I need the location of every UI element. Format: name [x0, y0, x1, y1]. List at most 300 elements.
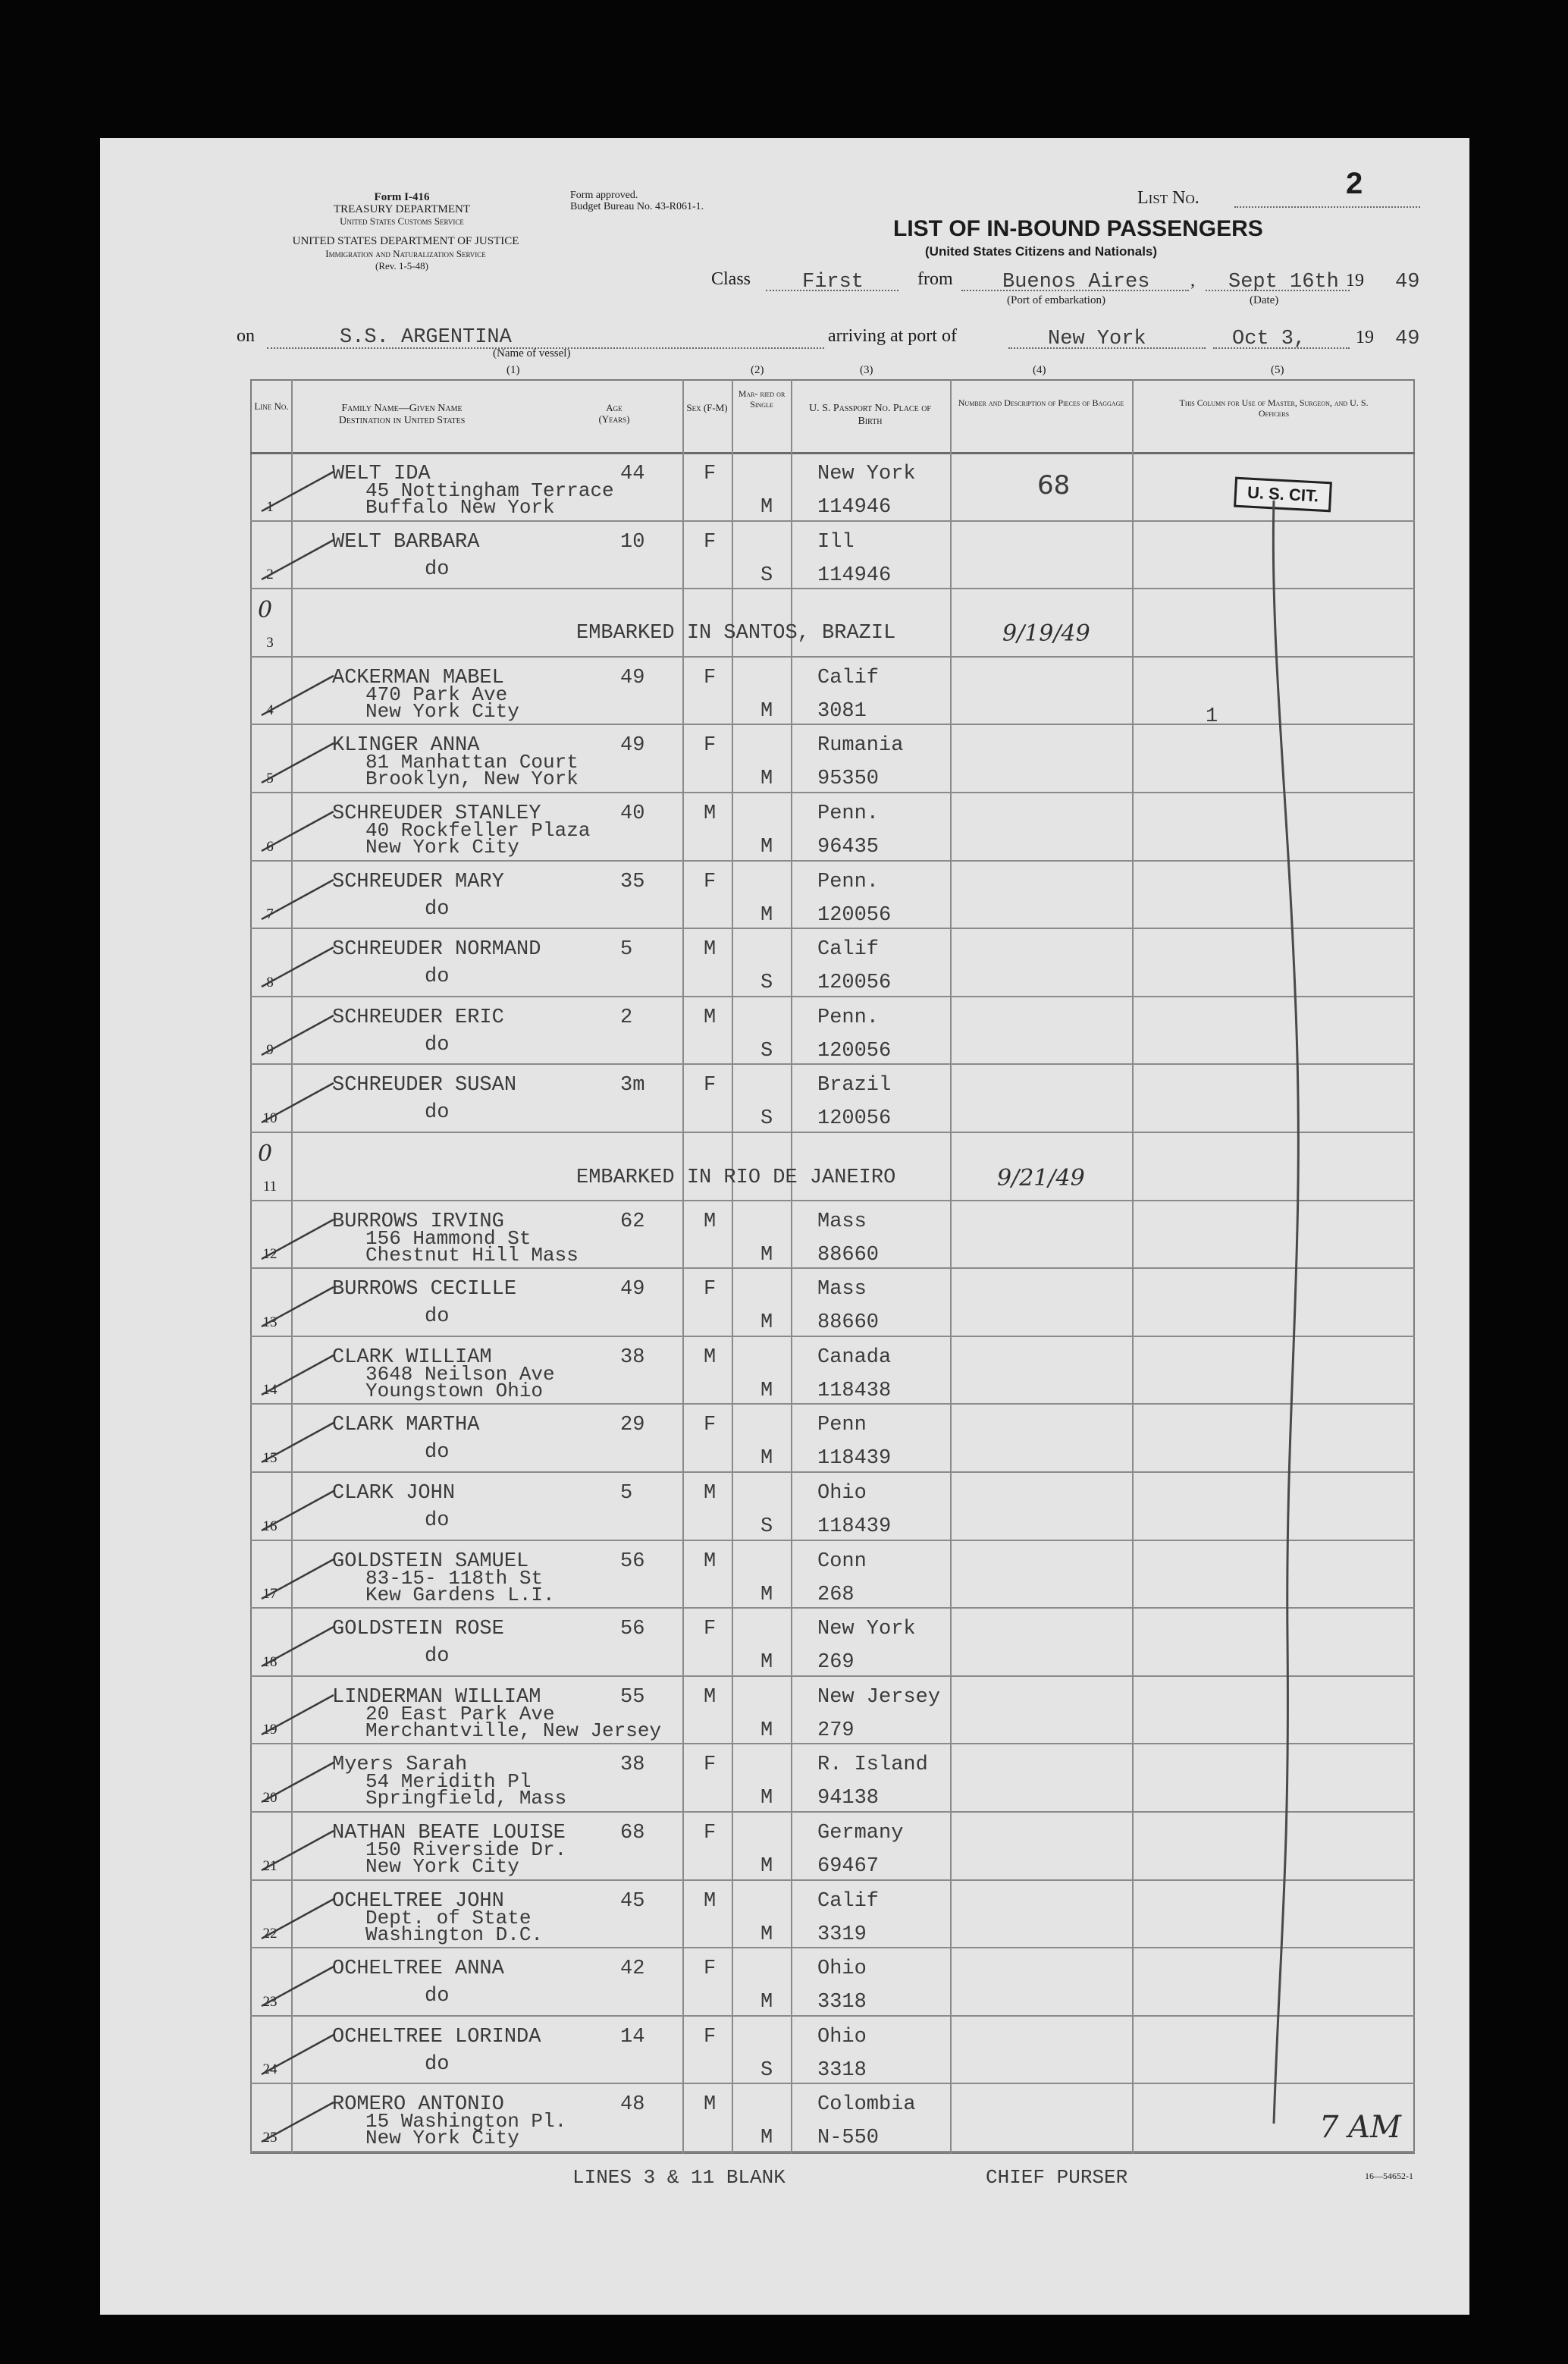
- line-number: 18: [262, 1653, 278, 1670]
- check-mark: [258, 1077, 341, 1130]
- passenger-name: SCHREUDER ERIC: [332, 1006, 504, 1029]
- sex: F: [704, 463, 717, 485]
- row-divider: [250, 2015, 1415, 2017]
- check-mark: [258, 2029, 341, 2082]
- sex: F: [704, 870, 717, 893]
- age: 5: [620, 1482, 633, 1505]
- passenger-name: SCHREUDER MARY: [332, 870, 504, 893]
- passport-number: 88660: [817, 1311, 880, 1335]
- age: 55: [620, 1685, 645, 1709]
- destination: do: [425, 1509, 450, 1532]
- sex: F: [704, 1753, 717, 1777]
- age: 38: [620, 1753, 645, 1777]
- line-number: 5: [266, 771, 274, 786]
- passport-number: 118438: [817, 1379, 892, 1402]
- check-mark: [258, 1485, 341, 1538]
- marital-status: M: [760, 1651, 773, 1675]
- check-mark: [258, 941, 341, 994]
- line-number: 15: [262, 1450, 278, 1466]
- age: 5: [620, 938, 633, 962]
- check-mark: [258, 1009, 341, 1063]
- age: 49: [620, 666, 645, 689]
- passport-number: N-550: [817, 2127, 880, 2150]
- passport-number: 3081: [817, 699, 867, 723]
- header-baggage: Number and Description of Pieces of Baggage: [958, 397, 1124, 408]
- place-of-birth: Penn.: [817, 802, 880, 825]
- passenger-name: GOLDSTEIN SAMUEL: [332, 1549, 529, 1573]
- arrival-year-prefix: 19: [1356, 328, 1374, 347]
- row-divider: [250, 1947, 1415, 1948]
- sex: M: [704, 1889, 717, 1913]
- embark-santos: EMBARKED IN SANTOS, BRAZIL: [576, 622, 896, 645]
- destination-line-2: Springfield, Mass: [365, 1787, 567, 1810]
- place-of-birth: Penn: [817, 1414, 867, 1437]
- age: 48: [620, 2093, 645, 2117]
- port-caption: (Port of embarkation): [1007, 294, 1105, 306]
- age: 56: [620, 1549, 645, 1573]
- age: 40: [620, 802, 645, 825]
- line-number: 7: [266, 906, 274, 923]
- place-of-birth: Calif: [817, 1889, 880, 1913]
- check-mark: [258, 1621, 341, 1674]
- sex: M: [704, 1006, 717, 1029]
- header-sex: Sex (F-M): [686, 402, 728, 413]
- marital-status: M: [760, 1991, 773, 2014]
- marital-status: M: [760, 768, 773, 791]
- sex: F: [704, 2025, 717, 2048]
- class-value: First: [802, 271, 864, 294]
- destination-line-2: Washington D.C.: [365, 1923, 544, 1946]
- column-number-1: (1): [506, 364, 520, 376]
- destination-line-1: 156 Hammond St: [365, 1226, 532, 1250]
- line-number: 21: [262, 1857, 278, 1874]
- age: 14: [620, 2025, 645, 2048]
- marital-status: M: [760, 1923, 773, 1946]
- passenger-name: CLARK MARTHA: [332, 1414, 480, 1437]
- officer-verification-line: [1243, 501, 1327, 2131]
- header-divider: [250, 452, 1415, 454]
- row-divider: [250, 520, 1415, 522]
- passenger-table: [250, 379, 1415, 2154]
- passenger-name: NATHAN BEATE LOUISE: [332, 1822, 566, 1844]
- place-of-birth: Brazil: [817, 1074, 892, 1097]
- place-of-birth: Rumania: [817, 734, 904, 758]
- destination-line-2: Chestnut Hill Mass: [365, 1243, 579, 1267]
- place-of-birth: Mass: [817, 1210, 867, 1233]
- column-number-2: (2): [751, 364, 764, 376]
- check-mark: [258, 2096, 341, 2149]
- vessel-caption: (Name of vessel): [493, 347, 571, 359]
- row-divider: [250, 1879, 1415, 1881]
- passport-number: 268: [817, 1583, 855, 1606]
- revision-date: (Rev. 1-5-48): [375, 260, 428, 272]
- arrival-year: 49: [1395, 328, 1420, 350]
- marital-status: M: [760, 836, 773, 859]
- destination-line-1: 54 Meridith Pl: [365, 1770, 532, 1794]
- sex: M: [704, 1345, 717, 1369]
- list-number-line: [1234, 206, 1420, 208]
- sex: M: [704, 938, 717, 962]
- place-of-birth: New York: [817, 1618, 916, 1641]
- row-divider: [250, 1403, 1415, 1405]
- line-number: 25: [262, 2130, 278, 2146]
- header-line-no: Line No.: [254, 400, 289, 412]
- line-number: 24: [262, 2061, 278, 2078]
- destination-line-2: Kew Gardens L.I.: [365, 1583, 555, 1606]
- blank-line-mark: 0: [258, 597, 273, 624]
- destination-line-2: New York City: [365, 836, 519, 859]
- destination: do: [425, 897, 450, 921]
- row-divider: [250, 656, 1415, 658]
- place-of-birth: Calif: [817, 666, 880, 689]
- destination-line-1: 83-15- 118th St: [365, 1566, 544, 1590]
- header-name: Family Name—Given Name: [341, 403, 463, 414]
- marital-status: M: [760, 1719, 773, 1742]
- arrival-date: Oct 3,: [1232, 328, 1306, 350]
- check-mark: [258, 805, 341, 859]
- vessel-name: S.S. ARGENTINA: [340, 326, 512, 349]
- place-of-birth: Ohio: [817, 1482, 867, 1505]
- from-label: from: [917, 269, 953, 289]
- chief-purser-label: CHIEF PURSER: [986, 2166, 1128, 2189]
- destination-line-2: New York City: [365, 1855, 519, 1878]
- passenger-name: GOLDSTEIN ROSE: [332, 1618, 504, 1641]
- place-of-birth: Mass: [817, 1278, 867, 1301]
- passport-number: 118439: [817, 1515, 892, 1538]
- passport-number: 3318: [817, 1991, 867, 2014]
- passport-number: 120056: [817, 1107, 892, 1131]
- place-of-birth: Conn: [817, 1549, 867, 1573]
- destination-line-2: New York City: [365, 2127, 519, 2150]
- place-of-birth: R. Island: [817, 1753, 928, 1777]
- time-note: 7 AM: [1319, 2110, 1402, 2145]
- sex: M: [704, 1685, 717, 1709]
- treasury-department: TREASURY DEPARTMENT: [333, 203, 471, 215]
- line-number: 2: [266, 567, 274, 583]
- baggage-count: 68: [1037, 470, 1071, 501]
- place-of-birth: Calif: [817, 938, 880, 962]
- line-number: 8: [266, 974, 274, 990]
- page-title: LIST OF IN-BOUND PASSENGERS: [893, 216, 1263, 241]
- row-divider: [250, 792, 1415, 793]
- row-divider: [250, 1200, 1415, 1201]
- passenger-name: OCHELTREE JOHN: [332, 1889, 504, 1913]
- marital-status: M: [760, 903, 773, 927]
- embark-santos-date: 9/19/49: [1002, 620, 1090, 647]
- row-divider: [250, 928, 1415, 929]
- passenger-name: CLARK JOHN: [332, 1482, 456, 1505]
- passport-number: 120056: [817, 903, 892, 927]
- line-number: 19: [262, 1722, 278, 1738]
- marital-status: S: [760, 2058, 773, 2082]
- marital-status: S: [760, 564, 773, 587]
- passenger-name: CLARK WILLIAM: [332, 1345, 492, 1369]
- check-mark: [258, 874, 341, 927]
- passenger-name: ACKERMAN MABEL: [332, 666, 504, 689]
- line-number: 17: [262, 1586, 278, 1603]
- row-divider: [250, 2083, 1415, 2084]
- place-of-birth: Ohio: [817, 1957, 867, 1981]
- check-mark: [258, 1961, 341, 2014]
- passenger-name: ROMERO ANTONIO: [332, 2093, 504, 2117]
- row-divider: [250, 1743, 1415, 1744]
- marital-status: M: [760, 1787, 773, 1810]
- passport-number: 269: [817, 1651, 855, 1675]
- sex: M: [704, 802, 717, 825]
- destination-line-1: 150 Riverside Dr.: [365, 1838, 567, 1861]
- destination-line-1: 470 Park Ave: [365, 683, 508, 706]
- passport-number: 3318: [817, 2058, 867, 2082]
- place-of-birth: Germany: [817, 1822, 904, 1844]
- marital-status: S: [760, 1039, 773, 1063]
- class-label: Class: [711, 269, 751, 289]
- marital-status: S: [760, 1107, 773, 1131]
- form-number: Form I-416: [374, 191, 430, 203]
- destination-line-2: Youngstown Ohio: [365, 1379, 544, 1402]
- column-number-4: (4): [1033, 364, 1046, 376]
- sex: F: [704, 530, 717, 554]
- check-mark: [258, 1281, 341, 1334]
- marital-status: M: [760, 1855, 773, 1878]
- us-citizen-stamp: U. S. CIT.: [1234, 477, 1332, 513]
- sex: M: [704, 2093, 717, 2117]
- row-divider: [250, 996, 1415, 997]
- passenger-name: LINDERMAN WILLIAM: [332, 1685, 541, 1709]
- passenger-name: KLINGER ANNA: [332, 734, 480, 758]
- row-divider: [250, 1063, 1415, 1065]
- arriving-label: arriving at port of: [828, 326, 957, 346]
- line-number: 16: [262, 1518, 278, 1534]
- passport-number: 120056: [817, 1039, 892, 1063]
- place-of-birth: Penn.: [817, 1006, 880, 1029]
- passport-number: 114946: [817, 564, 892, 587]
- column-number-3: (3): [860, 364, 873, 376]
- line-number: 20: [262, 1790, 278, 1806]
- check-mark: [258, 1825, 341, 1878]
- sex: F: [704, 666, 717, 689]
- passport-number: 114946: [817, 496, 892, 519]
- destination-line-1: 15 Washington Pl.: [365, 2110, 567, 2133]
- age: 56: [620, 1618, 645, 1641]
- sex: F: [704, 1278, 717, 1301]
- row-divider: [250, 1675, 1415, 1677]
- age: 45: [620, 1889, 645, 1913]
- marital-status: M: [760, 1243, 773, 1267]
- place-of-birth: New Jersey: [817, 1685, 941, 1709]
- passenger-name: SCHREUDER SUSAN: [332, 1074, 517, 1097]
- passenger-name: OCHELTREE ANNA: [332, 1957, 504, 1981]
- passport-number: 94138: [817, 1787, 880, 1810]
- header-officers: This Column for Use of Master, Surgeon, and U. S. Officers: [1179, 397, 1369, 419]
- destination: do: [425, 1033, 450, 1056]
- header-passport: U. S. Passport No. Place of Birth: [809, 403, 931, 427]
- check-mark: [258, 534, 341, 587]
- row-divider: [250, 1336, 1415, 1337]
- check-mark: [258, 1757, 341, 1810]
- col-divider-married: [732, 379, 733, 2154]
- justice-department: UNITED STATES DEPARTMENT OF JUSTICE: [292, 235, 519, 247]
- place-of-birth: Ill: [817, 530, 855, 554]
- from-comma: ,: [1190, 271, 1195, 290]
- place-of-birth: Canada: [817, 1345, 892, 1369]
- sailing-year-prefix: 19: [1346, 271, 1364, 290]
- destination: do: [425, 1985, 450, 2008]
- sex: F: [704, 1618, 717, 1641]
- row-divider: [250, 588, 1415, 589]
- passenger-name: Myers Sarah: [332, 1753, 468, 1777]
- marital-status: M: [760, 1311, 773, 1335]
- line-number: 11: [262, 1178, 278, 1195]
- sex: F: [704, 734, 717, 758]
- destination: do: [425, 557, 450, 581]
- line-number: 13: [262, 1314, 278, 1330]
- marital-status: S: [760, 1515, 773, 1538]
- line-number: 22: [262, 1926, 278, 1942]
- passport-number: 120056: [817, 972, 892, 995]
- form-approved: Form approved.: [570, 190, 638, 201]
- marital-status: S: [760, 972, 773, 995]
- destination-line-1: 3648 Neilson Ave: [365, 1362, 555, 1386]
- line-number: 9: [266, 1042, 274, 1059]
- passenger-name: SCHREUDER STANLEY: [332, 802, 541, 825]
- customs-service: United States Customs Service: [340, 215, 464, 227]
- header-married: Mar- ried or Single: [738, 388, 786, 410]
- blank-lines-note: LINES 3 & 11 BLANK: [572, 2166, 786, 2189]
- destination: do: [425, 2052, 450, 2076]
- age: 2: [620, 1006, 633, 1029]
- col-divider-baggage: [950, 379, 952, 2154]
- passenger-name: BURROWS CECILLE: [332, 1278, 517, 1301]
- row-divider: [250, 1811, 1415, 1813]
- col-divider-sex: [682, 379, 684, 2154]
- embark-rio-date: 9/21/49: [997, 1165, 1085, 1191]
- place-of-birth: Penn.: [817, 870, 880, 893]
- destination: do: [425, 1101, 450, 1125]
- officer-mark: 1: [1206, 705, 1218, 728]
- sex: M: [704, 1482, 717, 1505]
- row-divider: [250, 1607, 1415, 1609]
- destination-line-1: 45 Nottingham Terrace: [365, 479, 614, 502]
- line-number: 6: [266, 838, 274, 855]
- destination: do: [425, 965, 450, 989]
- row-divider: [250, 1471, 1415, 1473]
- destination: do: [425, 1441, 450, 1465]
- sailing-year: 49: [1395, 271, 1420, 294]
- age: 49: [620, 734, 645, 758]
- check-mark: [258, 466, 341, 519]
- sex: F: [704, 1957, 717, 1981]
- check-mark: [258, 1349, 341, 1402]
- footer-code: 16—54652-1: [1365, 2171, 1413, 2181]
- destination-line-1: Dept. of State: [365, 1906, 532, 1929]
- passenger-name: SCHREUDER NORMAND: [332, 938, 541, 962]
- age: 44: [620, 463, 645, 485]
- passport-number: 96435: [817, 836, 880, 859]
- embark-rio: EMBARKED IN RIO DE JANEIRO: [576, 1166, 896, 1189]
- marital-status: M: [760, 1379, 773, 1402]
- sex: M: [704, 1210, 717, 1233]
- passenger-name: BURROWS IRVING: [332, 1210, 504, 1233]
- row-divider: [250, 2151, 1415, 2152]
- destination: do: [425, 1305, 450, 1329]
- passport-number: 95350: [817, 768, 880, 791]
- marital-status: M: [760, 2127, 773, 2150]
- age: 38: [620, 1345, 645, 1369]
- passport-number: 88660: [817, 1243, 880, 1267]
- embarkation-port: Buenos Aires: [1002, 271, 1150, 294]
- date-caption: (Date): [1250, 294, 1279, 306]
- check-mark: [258, 1213, 341, 1267]
- destination-line-1: 20 East Park Ave: [365, 1702, 555, 1725]
- age: 3m: [620, 1074, 645, 1097]
- ins-service: Immigration and Naturalization Service: [325, 248, 486, 259]
- sex: F: [704, 1822, 717, 1844]
- place-of-birth: Ohio: [817, 2025, 867, 2048]
- destination-line-2: Merchantville, New Jersey: [365, 1719, 662, 1742]
- passport-number: 118439: [817, 1447, 892, 1471]
- passport-number: 279: [817, 1719, 855, 1742]
- passport-number: 3319: [817, 1923, 867, 1946]
- age: 29: [620, 1414, 645, 1437]
- destination-line-2: Buffalo New York: [365, 496, 555, 519]
- line-number: 4: [266, 702, 274, 719]
- line-number: 14: [262, 1382, 278, 1399]
- col-divider-line: [291, 379, 293, 2154]
- row-divider: [250, 724, 1415, 725]
- age: 10: [620, 530, 645, 554]
- line-number: 1: [266, 498, 274, 515]
- col-divider-officers: [1132, 379, 1134, 2154]
- col-divider-passport: [791, 379, 792, 2154]
- age: 62: [620, 1210, 645, 1233]
- row-divider: [250, 1132, 1415, 1133]
- age: 35: [620, 870, 645, 893]
- marital-status: M: [760, 1583, 773, 1606]
- place-of-birth: New York: [817, 463, 916, 485]
- line-number: 10: [262, 1110, 278, 1126]
- sex: M: [704, 1549, 717, 1573]
- passport-number: 69467: [817, 1855, 880, 1878]
- list-number: 2: [1346, 167, 1363, 200]
- destination-line-1: 81 Manhattan Court: [365, 751, 579, 774]
- list-number-label: List No.: [1137, 188, 1200, 208]
- sailing-date: Sept 16th: [1228, 271, 1339, 294]
- line-number: 23: [262, 1993, 278, 2010]
- marital-status: M: [760, 1447, 773, 1471]
- age: 42: [620, 1957, 645, 1981]
- on-label: on: [237, 326, 255, 346]
- destination-line-2: New York City: [365, 699, 519, 723]
- budget-bureau: Budget Bureau No. 43-R061-1.: [570, 201, 704, 212]
- header-destination: Destination in United States: [338, 415, 466, 426]
- check-mark: [258, 1553, 341, 1606]
- marital-status: M: [760, 699, 773, 723]
- page-subtitle: (United States Citizens and Nationals): [925, 244, 1158, 259]
- destination-line-1: 40 Rockfeller Plaza: [365, 819, 591, 842]
- destination-line-2: Brooklyn, New York: [365, 768, 579, 791]
- line-number: 3: [266, 634, 274, 651]
- check-mark: [258, 1417, 341, 1470]
- check-mark: [258, 737, 341, 790]
- row-divider: [250, 860, 1415, 862]
- place-of-birth: Colombia: [817, 2093, 916, 2117]
- header-age: Age (Years): [598, 402, 630, 425]
- passenger-name: WELT BARBARA: [332, 530, 480, 554]
- age: 68: [620, 1822, 645, 1844]
- passenger-name: OCHELTREE LORINDA: [332, 2025, 541, 2048]
- line-number: 12: [262, 1246, 278, 1263]
- sex: F: [704, 1074, 717, 1097]
